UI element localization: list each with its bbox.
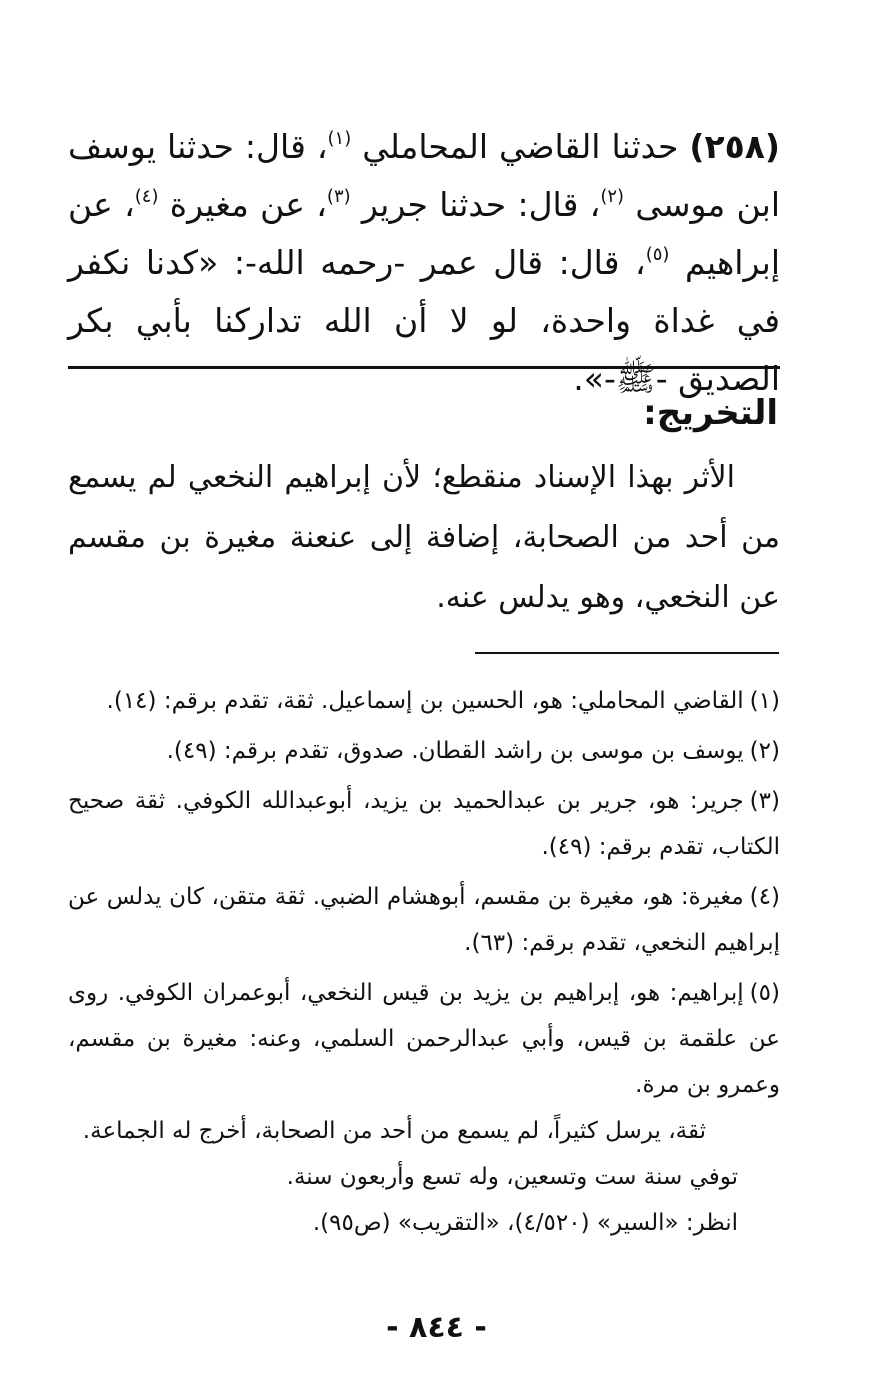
footnote-text: يوسف بن موسى بن راشد القطان. صدوق، تقدم برقم: (٤٩). xyxy=(166,738,744,764)
hadith-text-part: ، قال: حدثنا جرير xyxy=(350,185,601,224)
hadith-text-part: ، عن مغيرة xyxy=(158,185,327,224)
footnote-text: القاضي المحاملي: هو، الحسين بن إسماعيل. ثقة، تقدم برقم: (١٤). xyxy=(106,688,744,714)
footnote-2 xyxy=(68,728,780,774)
section-divider xyxy=(68,366,780,369)
footnote-ref-3[interactable]: (٣) xyxy=(326,186,351,207)
footnote-marker: (٤) xyxy=(749,884,780,910)
hadith-text xyxy=(68,118,780,408)
takhrij-paragraph xyxy=(68,448,780,628)
footnote-ref-4[interactable]: (٤) xyxy=(134,186,159,207)
hadith-text-part: حدثنا القاضي المحاملي xyxy=(351,127,690,166)
footnote-separator xyxy=(475,652,779,654)
footnote-3 xyxy=(68,778,780,870)
hadith-text-part: ، قال: قال عمر -رحمه الله-: «كدنا نكفر في غداة واحدة، لو لا أن الله تداركنا بأبي بكر الصديق -ﷺ-». xyxy=(68,243,780,398)
hadith-text-part: ، عن إبراهيم xyxy=(68,185,780,282)
footnote-5-death: توفي سنة ست وتسعين، وله تسع وأربعون سنة. xyxy=(286,1164,738,1190)
footnote-marker: (٥) xyxy=(749,980,780,1006)
footnote-text: جرير: هو، جرير بن عبدالحميد بن يزيد، أبوعبدالله الكوفي. ثقة صحيح الكتاب، تقدم برقم: (٤٩). xyxy=(68,788,780,860)
footnote-ref-5[interactable]: (٥) xyxy=(645,244,670,265)
footnote-marker: (٣) xyxy=(749,788,780,814)
footnote-ref-2[interactable]: (٢) xyxy=(600,186,625,207)
footnote-text: إبراهيم: هو، إبراهيم بن يزيد بن قيس النخعي، أبوعمران الكوفي. روى عن علقمة بن قيس، وأبي عبدالرحمن السلمي، وعنه: مغيرة بن مقسم، وعمرو بن مرة. xyxy=(68,980,780,1098)
takhrij-body: الأثر بهذا الإسناد منقطع؛ لأن إبراهيم النخعي لم يسمع من أحد من الصحابة، إضافة إلى عنعنة مغيرة بن مقسم عن النخعي، وهو يدلس عنه. xyxy=(68,460,780,615)
footnote-4 xyxy=(68,874,780,966)
footnotes-list xyxy=(68,678,780,1250)
footnote-marker: (١) xyxy=(749,688,780,714)
hadith-number: (٢٥٨) xyxy=(689,127,780,166)
footnote-5-references: انظر: «السير» (٤/٥٢٠)، «التقريب» (ص٩٥). xyxy=(312,1210,738,1236)
footnote-marker: (٢) xyxy=(749,738,780,764)
takhrij-heading: التخريج: xyxy=(643,393,778,433)
footnote-1 xyxy=(68,678,780,724)
page-number: - ٨٤٤ - xyxy=(386,1310,487,1345)
hadith-text-part: ، قال: حدثنا يوسف ابن موسى xyxy=(68,127,781,224)
footnote-text: مغيرة: هو، مغيرة بن مقسم، أبوهشام الضبي. ثقة متقن، كان يدلس عن إبراهيم النخعي، تقدم برقم: (٦٣). xyxy=(68,884,780,956)
footnote-ref-1[interactable]: (١) xyxy=(327,128,352,149)
footnote-5-grading: ثقة، يرسل كثيراً، لم يسمع من أحد من الصحابة، أخرج له الجماعة. xyxy=(82,1118,706,1144)
footnote-5 xyxy=(68,970,780,1246)
